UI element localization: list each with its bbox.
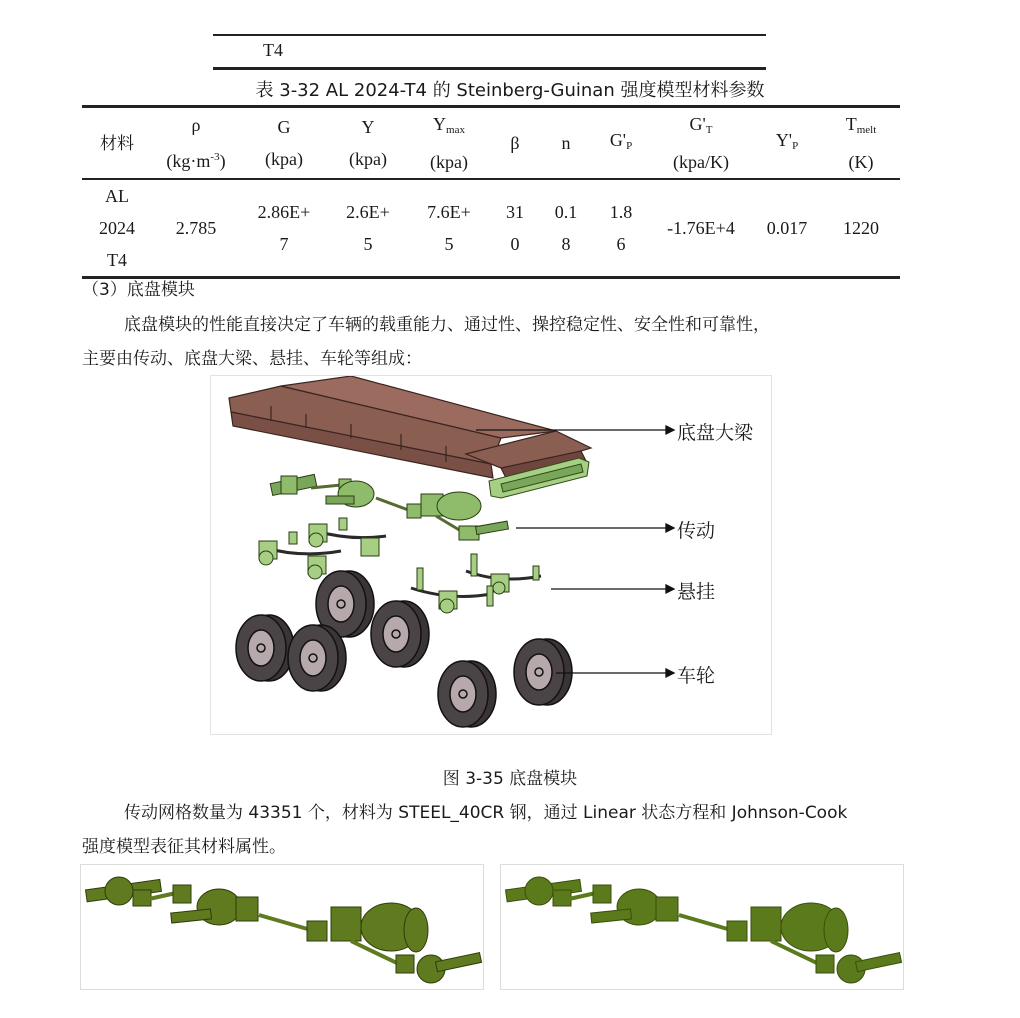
header-Y: Y (kpa) <box>349 117 387 169</box>
paragraph-line: 强度模型表征其材料属性。 <box>82 837 286 857</box>
callout-suspension: 悬挂 <box>677 581 716 603</box>
cell-n: 0.1 8 <box>554 202 578 254</box>
header-G: G (kpa) <box>265 117 303 169</box>
header-Tmelt: $T_{melt}$ (K) <box>845 114 877 172</box>
table-header-row <box>82 107 900 180</box>
paragraph-line: 底盘模块的性能直接决定了车辆的载重能力、通过性、操控稳定性、安全性和可靠性， <box>124 315 770 335</box>
paragraph-line: 传动网格数量为 43351 个，材料为 STEEL_40CR 钢，通过 Linear 状态方程和 Johnson-Cook <box>124 803 848 823</box>
cell-rho: 2.785 <box>175 218 217 238</box>
transmission <box>270 474 508 540</box>
header-beta: β <box>510 133 520 153</box>
chassis-exploded-figure <box>210 375 772 735</box>
wheels <box>236 571 572 727</box>
header-rho: ρ $(kg\cdot m^{-3})$ <box>166 115 226 171</box>
header-material: 材料 <box>100 133 134 154</box>
cell-Ymax: 7.6E+ 5 <box>427 202 471 254</box>
prev-table-cell: T4 <box>263 40 283 60</box>
transmission-mesh-figure <box>500 864 904 990</box>
cell-Tmelt: 1220 <box>843 218 879 238</box>
chassis-frame <box>229 376 591 478</box>
transmission-model-illustration <box>81 865 483 989</box>
header-GP: $G'_P$ <box>609 130 633 152</box>
transmission-geometry-figure <box>80 864 484 990</box>
figure-caption: 图 3-35 底盘模块 <box>442 769 578 789</box>
material-params-table <box>82 105 900 279</box>
cell-G: 2.86E+ 7 <box>257 202 311 254</box>
cell-GT: -1.76E+4 <box>667 218 735 238</box>
prev-table-bottom-rule <box>213 67 766 70</box>
callout-chassis-beam: 底盘大梁 <box>677 422 754 444</box>
paragraph-line: 主要由传动、底盘大梁、悬挂、车轮等组成： <box>82 349 422 369</box>
section-heading: （3）底盘模块 <box>82 280 195 300</box>
table-row <box>82 179 900 278</box>
cell-YP: 0.017 <box>766 218 808 238</box>
transmission-mesh-illustration <box>501 865 903 989</box>
table-caption: 表 3-32 AL 2024-T4 的 Steinberg-Guinan 强度模型材料参数 <box>255 80 765 101</box>
callout-wheels: 车轮 <box>677 665 716 687</box>
cell-Y: 2.6E+ 5 <box>346 202 390 254</box>
header-Ymax: $Y_{max}$ (kpa) <box>430 114 468 172</box>
cell-material: AL 2024 T4 <box>99 186 135 270</box>
header-GT: $G'_T$ (kpa/K) <box>673 114 729 172</box>
cell-beta: 31 0 <box>506 202 524 254</box>
suspension <box>259 518 541 613</box>
prev-table-top-rule <box>213 34 766 36</box>
callout-transmission: 传动 <box>677 520 716 542</box>
cell-GP: 1.8 6 <box>609 202 633 254</box>
header-YP: $Y'_P$ <box>775 130 799 152</box>
header-n: n <box>561 133 571 153</box>
